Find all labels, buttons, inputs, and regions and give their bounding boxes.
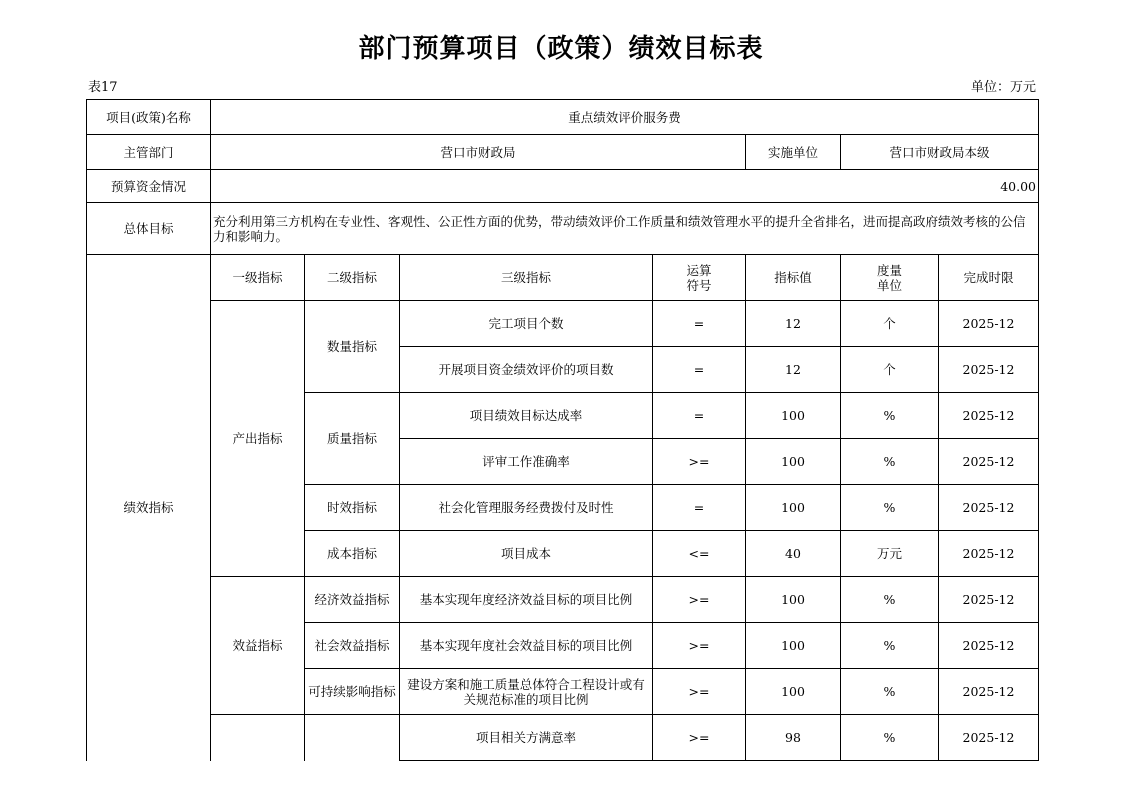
indicator-deadline: 2025-12 — [939, 485, 1039, 531]
page-title: 部门预算项目（政策）绩效目标表 — [358, 34, 764, 64]
impl-unit-value: 营口市财政局本级 — [841, 135, 1039, 170]
indicator-op: >= — [653, 577, 746, 623]
indicator-deadline: 2025-12 — [939, 623, 1039, 669]
indicator-op: = — [653, 393, 746, 439]
indicator-deadline: 2025-12 — [939, 669, 1039, 715]
indicator-op: >= — [653, 623, 746, 669]
performance-table — [86, 99, 1039, 761]
col-operator: 运算 符号 — [653, 255, 746, 301]
indicator-unit: 个 — [841, 347, 939, 393]
indicator-unit: % — [841, 623, 939, 669]
indicator-value: 100 — [746, 669, 841, 715]
group-economic: 经济效益指标 — [305, 577, 400, 623]
indicator-value: 12 — [746, 347, 841, 393]
group-social: 社会效益指标 — [305, 623, 400, 669]
group-satisfaction-empty — [211, 715, 305, 761]
indicator-value: 100 — [746, 439, 841, 485]
col-deadline: 完成时限 — [939, 255, 1039, 301]
indicator-unit: % — [841, 715, 939, 761]
budget-value: 40.00 — [211, 170, 1039, 203]
indicator-name: 基本实现年度经济效益目标的项目比例 — [400, 577, 653, 623]
col-unit: 度量 单位 — [841, 255, 939, 301]
impl-unit-label: 实施单位 — [746, 135, 841, 170]
table-row — [87, 203, 1039, 255]
col-value: 指标值 — [746, 255, 841, 301]
table-row — [87, 301, 1039, 347]
indicator-name: 社会化管理服务经费拨付及时性 — [400, 485, 653, 531]
budget-label: 预算资金情况 — [87, 170, 211, 203]
indicator-unit: % — [841, 577, 939, 623]
project-name-value: 重点绩效评价服务费 — [211, 100, 1039, 135]
overall-goal-value: 充分利用第三方机构在专业性、客观性、公正性方面的优势，带动绩效评价工作质量和绩效管理水平的提升全省排名，进而提高政府绩效考核的公信力和影响力。 — [211, 203, 1039, 255]
group-cost: 成本指标 — [305, 531, 400, 577]
table-row — [87, 170, 1039, 203]
indicator-name: 项目绩效目标达成率 — [400, 393, 653, 439]
indicator-deadline: 2025-12 — [939, 301, 1039, 347]
unit-label: 单位：万元 — [970, 80, 1036, 95]
group-timeliness: 时效指标 — [305, 485, 400, 531]
indicator-op: >= — [653, 715, 746, 761]
dept-value: 营口市财政局 — [211, 135, 746, 170]
indicator-op: >= — [653, 669, 746, 715]
indicator-unit: % — [841, 485, 939, 531]
table-row — [87, 100, 1039, 135]
col-level2: 二级指标 — [305, 255, 400, 301]
column-header-row — [87, 255, 1039, 301]
indicator-value: 40 — [746, 531, 841, 577]
indicator-deadline: 2025-12 — [939, 439, 1039, 485]
indicator-name: 评审工作准确率 — [400, 439, 653, 485]
table-row — [87, 135, 1039, 170]
indicator-unit: 个 — [841, 301, 939, 347]
indicator-value: 100 — [746, 577, 841, 623]
indicator-deadline: 2025-12 — [939, 393, 1039, 439]
indicator-deadline: 2025-12 — [939, 531, 1039, 577]
indicator-deadline: 2025-12 — [939, 577, 1039, 623]
indicator-value: 100 — [746, 393, 841, 439]
indicator-op: = — [653, 301, 746, 347]
indicator-op: <= — [653, 531, 746, 577]
group-quality: 质量指标 — [305, 393, 400, 485]
indicator-deadline: 2025-12 — [939, 347, 1039, 393]
group-sustain: 可持续影响指标 — [305, 669, 400, 715]
indicator-name: 建设方案和施工质量总体符合工程设计或有关规范标准的项目比例 — [400, 669, 653, 715]
indicator-value: 98 — [746, 715, 841, 761]
indicator-value: 100 — [746, 623, 841, 669]
indicator-op: = — [653, 485, 746, 531]
table-row — [87, 715, 1039, 761]
indicator-unit: % — [841, 393, 939, 439]
group-output: 产出指标 — [211, 301, 305, 577]
indicator-op: >= — [653, 439, 746, 485]
project-name-label: 项目(政策)名称 — [87, 100, 211, 135]
indicator-value: 100 — [746, 485, 841, 531]
group-benefit: 效益指标 — [211, 577, 305, 715]
indicator-name: 项目相关方满意率 — [400, 715, 653, 761]
group-quantity: 数量指标 — [305, 301, 400, 393]
col-level1: 一级指标 — [211, 255, 305, 301]
group-satisfaction-sub-empty — [305, 715, 400, 761]
indicator-value: 12 — [746, 301, 841, 347]
indicator-name: 基本实现年度社会效益目标的项目比例 — [400, 623, 653, 669]
indicator-deadline: 2025-12 — [939, 715, 1039, 761]
overall-goal-label: 总体目标 — [87, 203, 211, 255]
indicator-unit: % — [841, 669, 939, 715]
indicator-op: = — [653, 347, 746, 393]
dept-label: 主管部门 — [87, 135, 211, 170]
indicator-name: 完工项目个数 — [400, 301, 653, 347]
indicator-name: 开展项目资金绩效评价的项目数 — [400, 347, 653, 393]
col-level3: 三级指标 — [400, 255, 653, 301]
indicator-unit: 万元 — [841, 531, 939, 577]
perf-indicator-label: 绩效指标 — [87, 255, 211, 761]
indicator-name: 项目成本 — [400, 531, 653, 577]
table-row — [87, 577, 1039, 623]
indicator-unit: % — [841, 439, 939, 485]
table-number: 表17 — [88, 80, 118, 95]
